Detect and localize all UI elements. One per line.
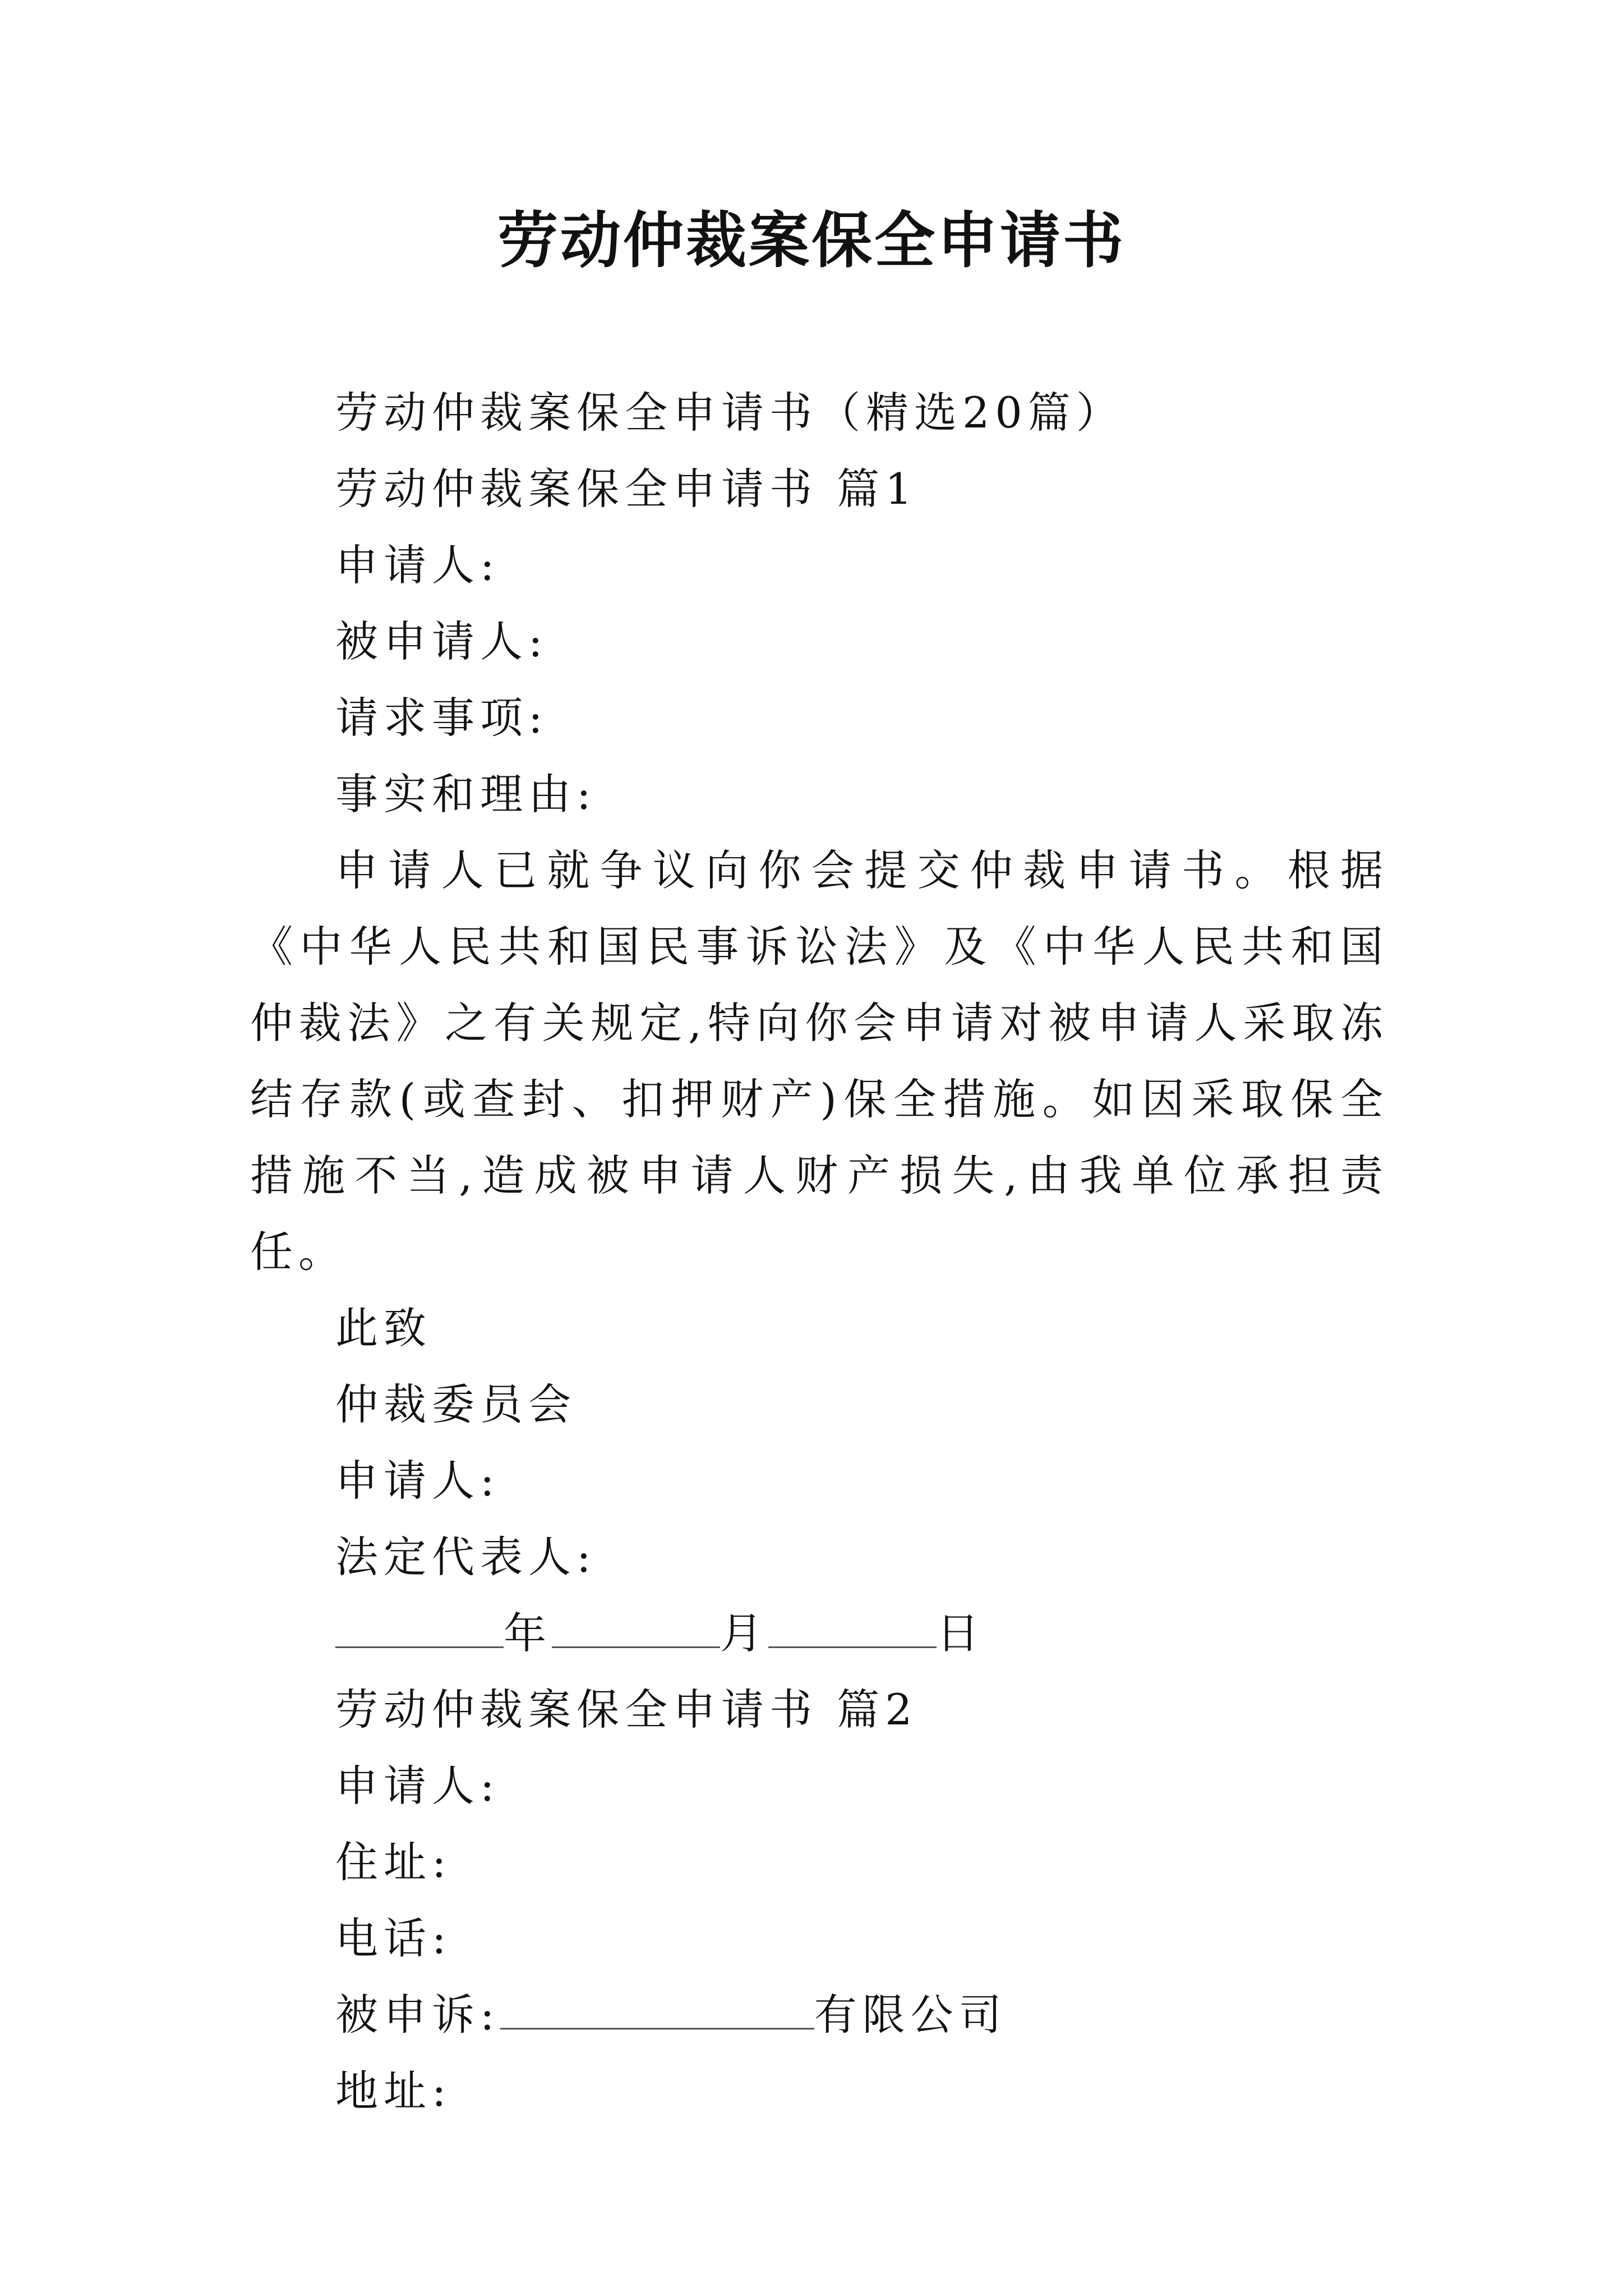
chapter-2-heading: 劳动仲裁案保全申请书 篇2 <box>335 1685 918 1734</box>
request-label: 请求事项: <box>335 693 548 743</box>
applicant-signature-label: 申请人: <box>335 1456 500 1506</box>
company-suffix: 有限公司 <box>814 1990 1007 2040</box>
subtitle-line: 劳动仲裁案保全申请书（精选20篇） <box>335 388 1124 438</box>
respondent-company-line <box>250 1977 1389 2053</box>
year-label: 年 <box>504 1608 552 1658</box>
committee-line: 仲裁委员会 <box>335 1379 577 1429</box>
document-title: 劳动仲裁案保全申请书 <box>497 206 1126 276</box>
facts-label: 事实和理由: <box>335 769 597 819</box>
respondent-company-label: 被申诉: <box>335 1990 500 2040</box>
company-name-blank <box>500 1985 814 2030</box>
regards-line: 此致 <box>335 1303 432 1353</box>
month-blank <box>552 1604 720 1648</box>
address-label: 住址: <box>335 1837 452 1887</box>
phone-label: 电话: <box>335 1913 452 1963</box>
day-blank <box>768 1604 937 1648</box>
respondent-label: 被申请人: <box>335 616 548 666</box>
address-label-2: 地址: <box>335 2066 452 2116</box>
applicant-label: 申请人: <box>335 540 500 590</box>
legal-representative-label: 法定代表人: <box>335 1532 597 1582</box>
document-body <box>250 375 1389 2129</box>
applicant-label-2: 申请人: <box>335 1761 500 1811</box>
day-label: 日 <box>937 1608 985 1658</box>
chapter-1-heading: 劳动仲裁案保全申请书 篇1 <box>335 464 918 514</box>
month-label: 月 <box>720 1608 768 1658</box>
year-blank <box>335 1604 504 1648</box>
date-line <box>250 1595 1389 1672</box>
body-paragraph: 申请人已就争议向你会提交仲裁申请书。根据《中华人民共和国民事诉讼法》及《中华人民共和国仲裁法》之有关规定,特向你会申请对被申请人采取冻结存款(或查封、扣押财产)保全措施。如因采取保全措施不当,造成被申请人财产损失,由我单位承担责任。 <box>250 845 1389 1277</box>
